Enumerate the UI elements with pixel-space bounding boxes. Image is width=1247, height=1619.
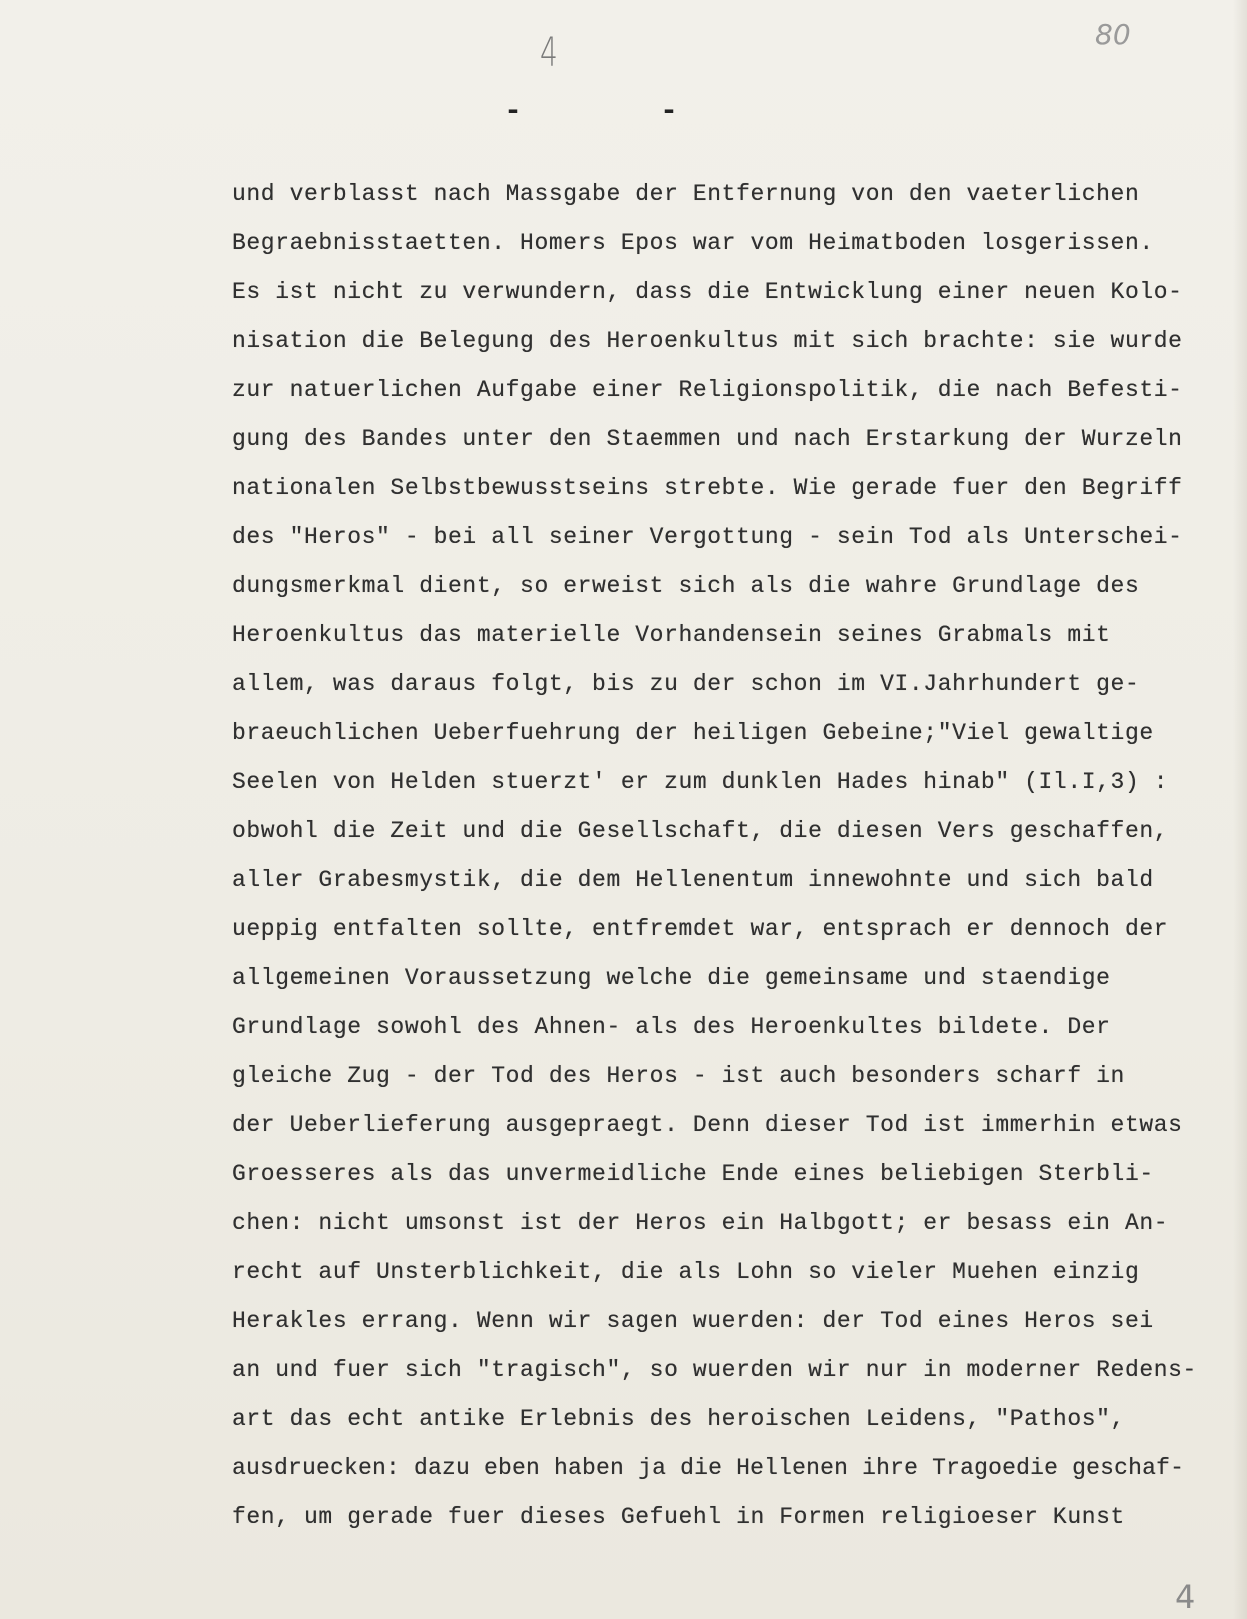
text-line: Es ist nicht zu verwundern, dass die Entwicklung einer neuen Kolo- xyxy=(232,279,1183,305)
text-line: recht auf Unsterblichkeit, die als Lohn so vieler Muehen einzig xyxy=(232,1259,1140,1285)
text-line: chen: nicht umsonst ist der Heros ein Halbgott; er besass ein An- xyxy=(232,1210,1169,1236)
text-line: an und fuer sich "tragisch", so wuerden wir nur in moderner Redens- xyxy=(232,1357,1197,1383)
text-line: obwohl die Zeit und die Gesellschaft, die diesen Vers geschaffen, xyxy=(232,818,1169,844)
text-line: allem, was daraus folgt, bis zu der schon im VI.Jahrhundert ge- xyxy=(232,671,1140,697)
page-edge-shadow xyxy=(1233,0,1247,1619)
text-line: zur natuerlichen Aufgabe einer Religionspolitik, die nach Befesti- xyxy=(232,377,1183,403)
text-line: Herakles errang. Wenn wir sagen wuerden: der Tod eines Heros sei xyxy=(232,1308,1154,1334)
text-line: dungsmerkmal dient, so erweist sich als die wahre Grundlage des xyxy=(232,573,1140,599)
text-line: nationalen Selbstbewusstseins strebte. Wie gerade fuer den Begriff xyxy=(232,475,1183,501)
text-line: Grundlage sowohl des Ahnen- als des Heroenkultes bildete. Der xyxy=(232,1014,1111,1040)
text-line: braeuchlichen Ueberfuehrung der heiligen Gebeine;"Viel gewaltige xyxy=(232,720,1154,746)
text-line: Begraebnisstaetten. Homers Epos war vom Heimatboden losgerissen. xyxy=(232,230,1154,256)
text-line: des "Heros" - bei all seiner Vergottung - sein Tod als Unterschei- xyxy=(232,524,1183,550)
text-line: Groesseres als das unvermeidliche Ende eines beliebigen Sterbli- xyxy=(232,1161,1154,1187)
text-line: Seelen von Helden stuerzt' er zum dunklen Hades hinab" (Il.I,3) : xyxy=(232,769,1169,795)
text-line: nisation die Belegung des Heroenkultus mit sich brachte: sie wurde xyxy=(232,328,1183,354)
text-line: und verblasst nach Massgabe der Entfernung von den vaeterlichen xyxy=(232,181,1140,207)
text-line: allgemeinen Voraussetzung welche die gemeinsame und staendige xyxy=(232,965,1111,991)
text-line: aller Grabesmystik, die dem Hellenentum innewohnte und sich bald xyxy=(232,867,1154,893)
bottom-pencil-mark: 4 xyxy=(1175,1578,1196,1616)
text-line: gung des Bandes unter den Staemmen und nach Erstarkung der Wurzeln xyxy=(232,426,1183,452)
text-line: art das echt antike Erlebnis des heroischen Leidens, "Pathos", xyxy=(232,1406,1125,1432)
typed-body-text xyxy=(232,170,1212,1542)
text-line: Heroenkultus das materielle Vorhandensein seines Grabmals mit xyxy=(232,622,1111,648)
text-line: fen, um gerade fuer dieses Gefuehl in Formen religioeser Kunst xyxy=(232,1504,1125,1530)
text-line: der Ueberlieferung ausgepraegt. Denn dieser Tod ist immerhin etwas xyxy=(232,1112,1183,1138)
pencil-page-number: 4 xyxy=(540,30,558,76)
text-line: ausdruecken: dazu eben haben ja die Hellenen ihre Tragoedie geschaf- xyxy=(232,1455,1185,1481)
corner-folio-number: 80 xyxy=(1095,18,1131,51)
text-line: gleiche Zug - der Tod des Heros - ist auch besonders scharf in xyxy=(232,1063,1125,1089)
typed-page-marker: - - xyxy=(504,95,739,129)
text-line: ueppig entfalten sollte, entfremdet war, entsprach er dennoch der xyxy=(232,916,1169,942)
